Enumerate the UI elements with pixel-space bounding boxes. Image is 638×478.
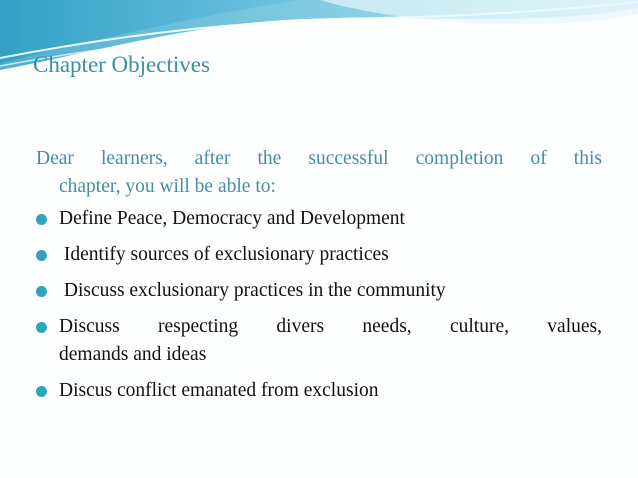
bullet-icon [36, 250, 47, 261]
intro-text-line-2: chapter, you will be able to: [59, 176, 276, 197]
bullet-icon [36, 286, 47, 297]
bullet-icon [36, 214, 47, 225]
slide-title: Chapter Objectives [33, 52, 210, 77]
objective-text: Discuss respecting divers needs, culture, values, [59, 316, 602, 337]
objective-text: Identify sources of exclusionary practices [59, 244, 389, 265]
objective-text: Discus conflict emanated from exclusion [59, 380, 379, 401]
objective-text: Discuss exclusionary practices in the community [59, 280, 446, 301]
intro-text-line-1: Dear learners, after the successful completion of this [36, 148, 602, 169]
bullet-icon [36, 386, 47, 397]
objective-text: Define Peace, Democracy and Development [59, 208, 405, 229]
bullet-icon [36, 322, 47, 333]
objective-text-continuation: demands and ideas [59, 344, 207, 365]
